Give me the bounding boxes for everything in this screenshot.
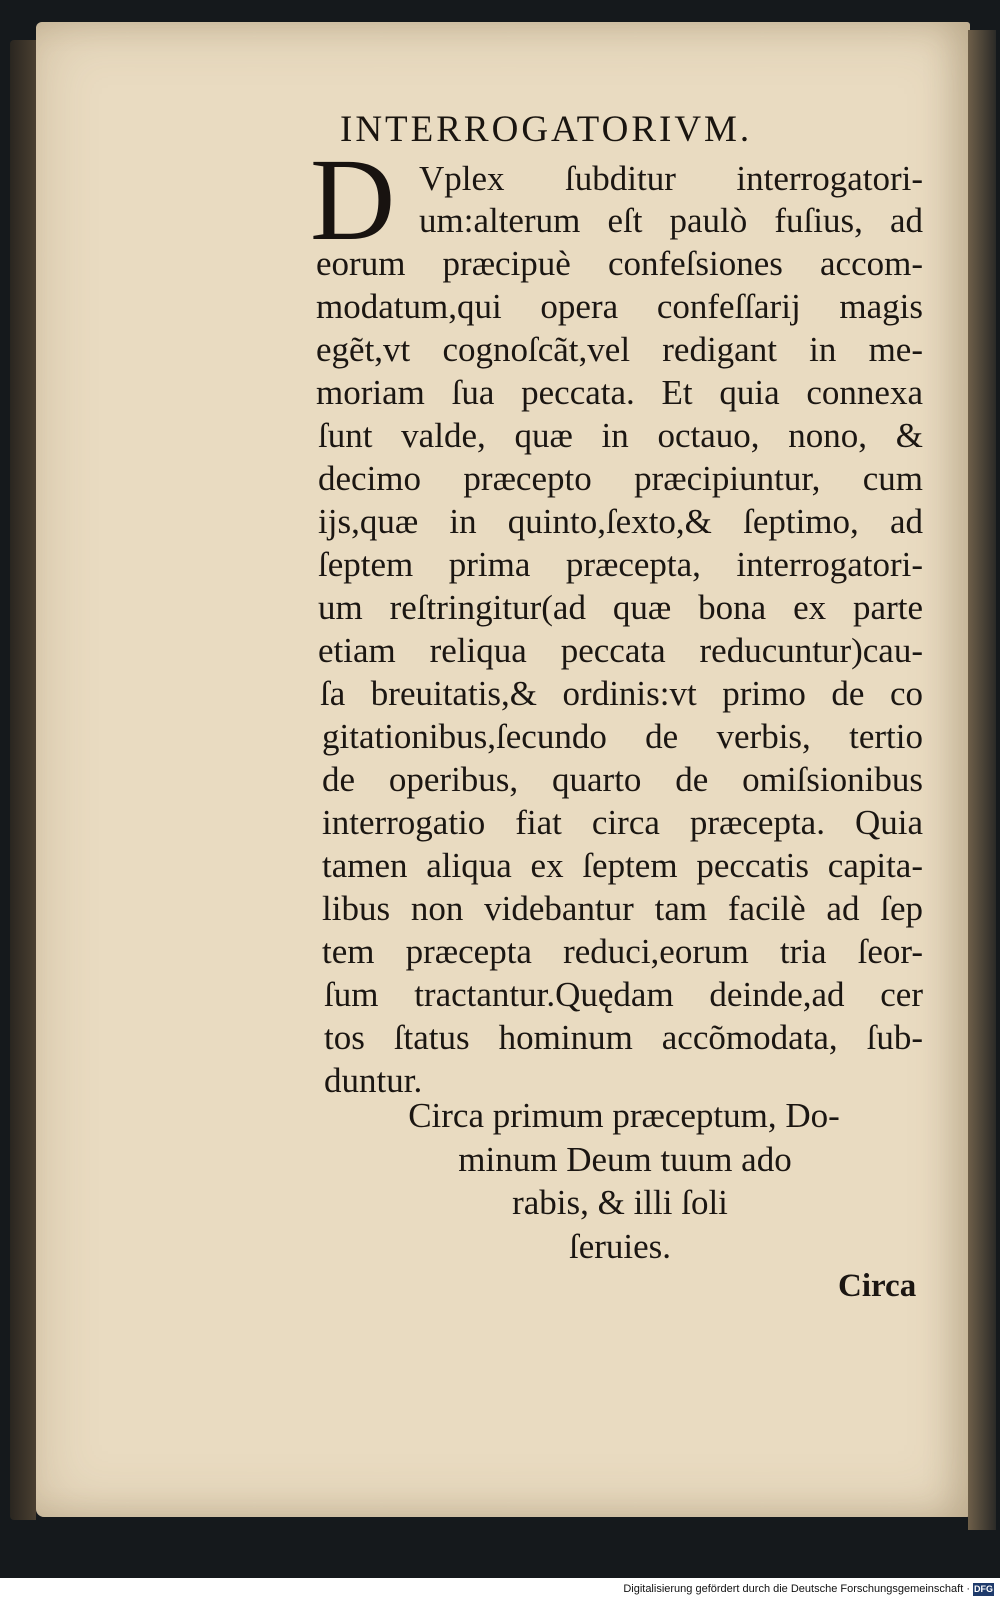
text-line: ijs,quæ in quinto,ſexto,& ſeptimo, ad: [318, 502, 923, 541]
digitization-footer: [0, 1578, 1000, 1603]
book-spine-edge: [10, 40, 36, 1520]
text-line: tamen aliqua ex ſeptem peccatis capita-: [322, 846, 923, 885]
dfg-logo-icon: DFG: [974, 1584, 993, 1594]
text-line: tem præcepta reduci,eorum tria ſeor-: [322, 932, 923, 971]
text-line: moriam ſua peccata. Et quia connexa: [316, 373, 923, 412]
running-header: INTERROGATORIVM.: [340, 109, 753, 150]
text-line: libus non videbantur tam facilè ad ſep: [322, 889, 923, 928]
text-line: eorum præcipuè confeſsiones accom-: [316, 244, 923, 283]
section-heading-line: ſeruies.: [568, 1227, 672, 1266]
page-stack-edge: [968, 30, 996, 1530]
text-line: ſeptem prima præcepta, interrogatori-: [318, 545, 923, 584]
text-line: um reſtringitur(ad quæ bona ex parte: [318, 588, 923, 627]
text-line: egẽt,vt cognoſcãt,vel redigant in me-: [316, 330, 923, 369]
drop-cap-initial: D: [310, 134, 396, 265]
text-line: de operibus, quarto de omiſsionibus: [322, 760, 923, 799]
text-line: modatum,qui opera confeſſarij magis: [316, 287, 923, 326]
text-line: ſunt valde, quæ in octauo, nono, &: [318, 416, 923, 455]
section-heading-line: Circa primum præceptum, Do-: [408, 1096, 840, 1135]
section-heading-line: minum Deum tuum ado: [458, 1140, 792, 1179]
text-line: ſum tractantur.Quędam deinde,ad cer: [324, 975, 923, 1014]
catchword: Circa: [838, 1268, 917, 1304]
text-line: duntur.: [324, 1061, 423, 1100]
text-line: Vplex ſubditur interrogatori-: [419, 159, 923, 198]
text-line: etiam reliqua peccata reducuntur)cau-: [318, 631, 923, 670]
text-line: ſa breuitatis,& ordinis:vt primo de co: [320, 674, 923, 713]
text-line: gitationibus,ſecundo de verbis, tertio: [322, 717, 923, 756]
text-line: decimo præcepto præcipiuntur, cum: [318, 459, 923, 498]
funding-credit: Digitalisierung gefördert durch die Deutsche Forschungsgemeinschaft ·: [623, 1583, 970, 1595]
text-line: tos ſtatus hominum accõmodata, ſub-: [324, 1018, 923, 1057]
text-line: um:alterum eſt paulò fuſius, ad: [419, 201, 923, 240]
section-heading-line: rabis, & illi ſoli: [512, 1183, 728, 1222]
text-line: interrogatio fiat circa præcepta. Quia: [322, 803, 923, 842]
